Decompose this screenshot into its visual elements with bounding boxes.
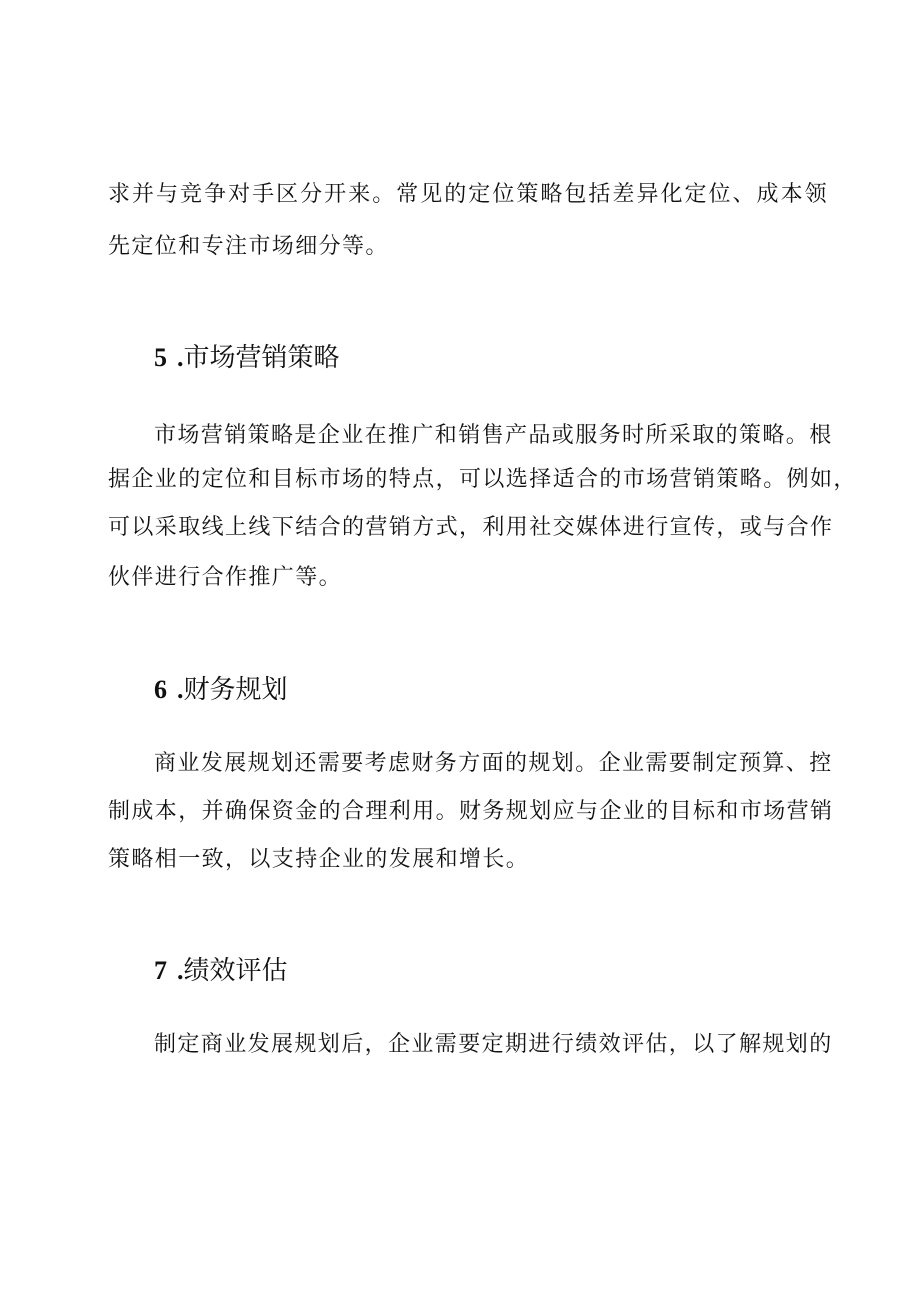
section-title: 财务规划 [183,675,288,705]
section-number: 6 [154,675,167,704]
section-heading [154,341,340,375]
section-number: 5 [154,343,167,372]
section-dot: . [177,343,184,372]
paragraph-line: 策略相一致，以支持企业的发展和增长。 [108,847,530,872]
paragraph-line: 制成本，并确保资金的合理利用。财务规划应与企业的目标和市场营销 [108,799,834,824]
section-heading [154,673,288,707]
section-number: 7 [154,956,167,985]
paragraph-line: 求并与竞争对手区分开来。常见的定位策略包括差异化定位、成本领 [108,182,828,207]
paragraph-line: 可以采取线上线下结合的营销方式，利用社交媒体进行宣传，或与合作 [108,515,834,540]
paragraph-line: 伙伴进行合作推广等。 [108,565,343,590]
section-dot: . [177,675,184,704]
section-heading [154,954,288,988]
section-title: 绩效评估 [183,956,288,986]
paragraph-line: 制定商业发展规划后，企业需要定期进行绩效评估，以了解规划的 [154,1032,833,1057]
section-title: 市场营销策略 [183,343,340,373]
paragraph-line: 商业发展规划还需要考虑财务方面的规划。企业需要制定预算、控 [154,751,833,776]
paragraph-line: 据企业的定位和目标市场的特点，可以选择适合的市场营销策略。例如， [108,467,857,492]
paragraph-line: 先定位和专注市场细分等。 [108,234,389,259]
paragraph-line: 市场营销策略是企业在推广和销售产品或服务时所采取的策略。根 [154,423,833,448]
section-dot: . [177,956,184,985]
